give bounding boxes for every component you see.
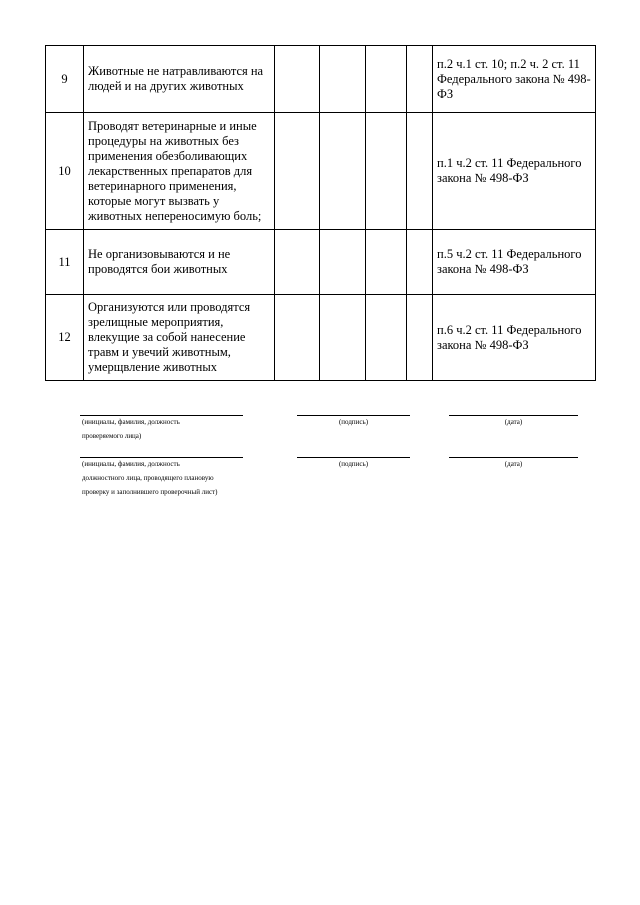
answer-no-cell[interactable] (320, 295, 366, 381)
date-caption: (дата) (504, 418, 523, 426)
requirement-text: Не организовываются и не проводятся бои животных (84, 230, 275, 295)
legal-reference: п.5 ч.2 ст. 11 Федерального закона № 498-ФЗ (433, 230, 596, 295)
answer-na-cell[interactable] (366, 46, 407, 113)
table-row (46, 230, 596, 295)
legal-reference: п.2 ч.1 ст. 10; п.2 ч. 2 ст. 11 Федерального закона № 498-ФЗ (433, 46, 596, 113)
answer-yes-cell[interactable] (275, 113, 320, 230)
row-number: 10 (46, 113, 84, 230)
comment-cell[interactable] (407, 113, 433, 230)
answer-no-cell[interactable] (320, 46, 366, 113)
signature-caption: (подпись) (338, 418, 369, 426)
checklist-table (45, 45, 596, 381)
requirement-text: Организуются или проводятся зрелищные мероприятия, влекущие за собой нанесение травм и увечий животным, умерщвление животных (84, 295, 275, 381)
name-caption-cont: должностного лица, проводящего плановую (82, 474, 214, 482)
answer-no-cell[interactable] (320, 113, 366, 230)
answer-yes-cell[interactable] (275, 295, 320, 381)
row-number: 12 (46, 295, 84, 381)
comment-cell[interactable] (407, 46, 433, 113)
answer-na-cell[interactable] (366, 295, 407, 381)
name-caption-cont: проверяемого лица) (82, 432, 142, 440)
table-row (46, 46, 596, 113)
signature-caption: (подпись) (338, 460, 369, 468)
answer-na-cell[interactable] (366, 230, 407, 295)
table-row (46, 295, 596, 381)
requirement-text: Животные не натравливаются на людей и на других животных (84, 46, 275, 113)
answer-yes-cell[interactable] (275, 46, 320, 113)
row-number: 9 (46, 46, 84, 113)
requirement-text: Проводят ветеринарные и иные процедуры на животных без применения обезболивающих лекарственных препаратов для ветеринарного применения, которые могут вызвать у животных непереносимую боль; (84, 113, 275, 230)
date-caption: (дата) (504, 460, 523, 468)
answer-yes-cell[interactable] (275, 230, 320, 295)
answer-na-cell[interactable] (366, 113, 407, 230)
legal-reference: п.1 ч.2 ст. 11 Федерального закона № 498-ФЗ (433, 113, 596, 230)
answer-no-cell[interactable] (320, 230, 366, 295)
name-caption-cont: проверку и заполнившего проверочный лист) (82, 488, 218, 496)
comment-cell[interactable] (407, 295, 433, 381)
name-caption: (инициалы, фамилия, должность (82, 418, 180, 426)
table-row (46, 113, 596, 230)
legal-reference: п.6 ч.2 ст. 11 Федерального закона № 498-ФЗ (433, 295, 596, 381)
row-number: 11 (46, 230, 84, 295)
name-caption: (инициалы, фамилия, должность (82, 460, 180, 468)
comment-cell[interactable] (407, 230, 433, 295)
